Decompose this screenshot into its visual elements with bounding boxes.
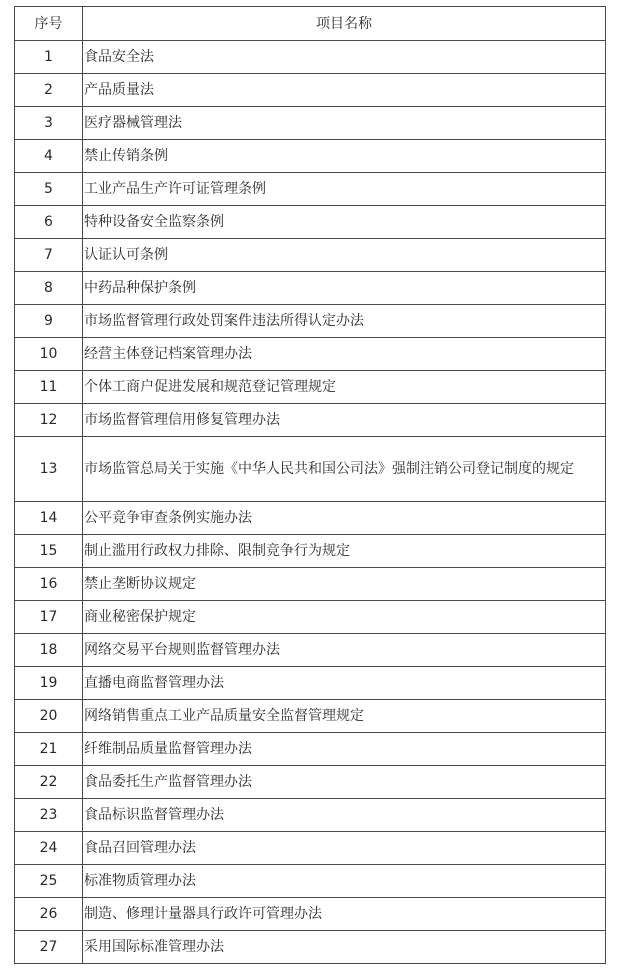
row-project-name: 制止滥用行政权力排除、限制竞争行为规定 (83, 535, 606, 568)
table-body (15, 41, 606, 964)
row-serial-number: 15 (15, 535, 83, 568)
header-serial-number: 序号 (15, 7, 83, 41)
row-serial-number: 7 (15, 239, 83, 272)
law-project-table (14, 6, 606, 964)
table-row (15, 832, 606, 865)
table-row (15, 404, 606, 437)
table-row (15, 667, 606, 700)
row-serial-number: 2 (15, 74, 83, 107)
table-row (15, 799, 606, 832)
row-serial-number: 24 (15, 832, 83, 865)
table-row (15, 502, 606, 535)
row-serial-number: 11 (15, 371, 83, 404)
row-serial-number: 16 (15, 568, 83, 601)
row-serial-number: 22 (15, 766, 83, 799)
row-project-name: 制造、修理计量器具行政许可管理办法 (83, 898, 606, 931)
table-row (15, 733, 606, 766)
table-row (15, 634, 606, 667)
table-row (15, 338, 606, 371)
row-project-name: 网络交易平台规则监督管理办法 (83, 634, 606, 667)
row-project-name: 食品安全法 (83, 41, 606, 74)
table-row (15, 74, 606, 107)
row-serial-number: 3 (15, 107, 83, 140)
row-serial-number: 5 (15, 173, 83, 206)
table-row (15, 931, 606, 964)
row-project-name: 经营主体登记档案管理办法 (83, 338, 606, 371)
row-serial-number: 23 (15, 799, 83, 832)
row-project-name: 中药品种保护条例 (83, 272, 606, 305)
row-project-name: 个体工商户促进发展和规范登记管理规定 (83, 371, 606, 404)
row-project-name: 食品召回管理办法 (83, 832, 606, 865)
table-row (15, 898, 606, 931)
row-project-name: 认证认可条例 (83, 239, 606, 272)
row-serial-number: 20 (15, 700, 83, 733)
table-row (15, 272, 606, 305)
table-row (15, 535, 606, 568)
row-serial-number: 26 (15, 898, 83, 931)
row-project-name: 医疗器械管理法 (83, 107, 606, 140)
row-serial-number: 13 (15, 437, 83, 502)
row-serial-number: 6 (15, 206, 83, 239)
table-header-row (15, 7, 606, 41)
row-project-name: 市场监督管理信用修复管理办法 (83, 404, 606, 437)
row-project-name: 公平竞争审查条例实施办法 (83, 502, 606, 535)
table-row (15, 766, 606, 799)
table-row (15, 206, 606, 239)
table-row (15, 305, 606, 338)
row-serial-number: 27 (15, 931, 83, 964)
row-serial-number: 8 (15, 272, 83, 305)
table-row (15, 700, 606, 733)
row-serial-number: 25 (15, 865, 83, 898)
table-row (15, 865, 606, 898)
table-row (15, 173, 606, 206)
row-serial-number: 21 (15, 733, 83, 766)
row-serial-number: 1 (15, 41, 83, 74)
row-project-name: 禁止垄断协议规定 (83, 568, 606, 601)
row-serial-number: 19 (15, 667, 83, 700)
row-project-name: 市场监督管理行政处罚案件违法所得认定办法 (83, 305, 606, 338)
row-project-name: 产品质量法 (83, 74, 606, 107)
table-row (15, 371, 606, 404)
row-serial-number: 18 (15, 634, 83, 667)
row-project-name: 工业产品生产许可证管理条例 (83, 173, 606, 206)
row-serial-number: 10 (15, 338, 83, 371)
row-serial-number: 9 (15, 305, 83, 338)
row-serial-number: 17 (15, 601, 83, 634)
row-project-name: 纤维制品质量监督管理办法 (83, 733, 606, 766)
table-row (15, 140, 606, 173)
row-project-name: 特种设备安全监察条例 (83, 206, 606, 239)
row-project-name: 网络销售重点工业产品质量安全监督管理规定 (83, 700, 606, 733)
row-serial-number: 12 (15, 404, 83, 437)
row-project-name: 禁止传销条例 (83, 140, 606, 173)
table-row (15, 239, 606, 272)
row-serial-number: 14 (15, 502, 83, 535)
table-row (15, 107, 606, 140)
table-row (15, 41, 606, 74)
row-project-name: 采用国际标准管理办法 (83, 931, 606, 964)
row-project-name: 标准物质管理办法 (83, 865, 606, 898)
row-project-name: 食品标识监督管理办法 (83, 799, 606, 832)
row-project-name: 市场监管总局关于实施《中华人民共和国公司法》强制注销公司登记制度的规定 (83, 437, 606, 502)
table-row (15, 568, 606, 601)
header-project-name: 项目名称 (83, 7, 606, 41)
row-project-name: 商业秘密保护规定 (83, 601, 606, 634)
table-row (15, 601, 606, 634)
row-project-name: 食品委托生产监督管理办法 (83, 766, 606, 799)
table-row (15, 437, 606, 502)
row-project-name: 直播电商监督管理办法 (83, 667, 606, 700)
row-serial-number: 4 (15, 140, 83, 173)
